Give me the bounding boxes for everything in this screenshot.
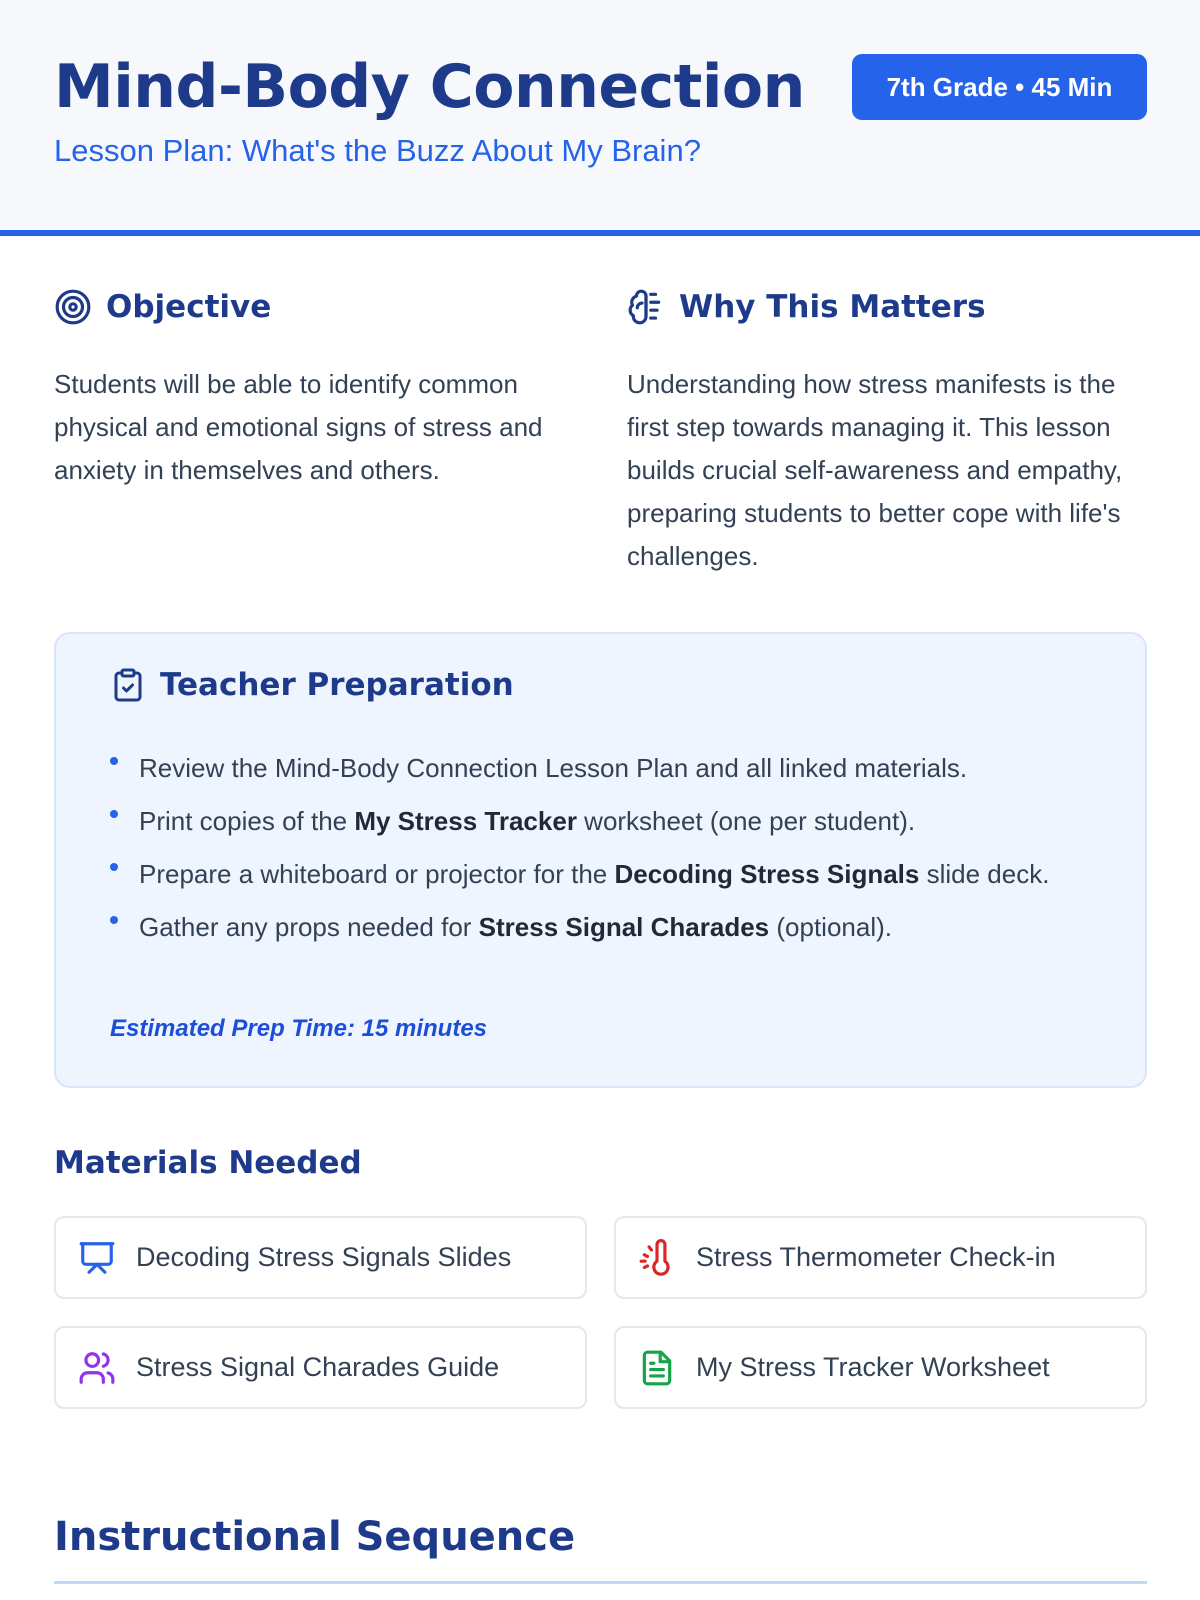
thermometer-icon <box>638 1239 676 1277</box>
page-subtitle: Lesson Plan: What's the Buzz About My Brain? <box>54 133 701 168</box>
target-icon <box>54 288 92 326</box>
section-divider <box>54 1581 1147 1584</box>
brain-icon <box>627 288 665 326</box>
material-label: My Stress Tracker Worksheet <box>696 1352 1050 1382</box>
presentation-icon <box>78 1239 116 1277</box>
prep-item: Print copies of the My Stress Tracker worksheet (one per student). <box>110 801 1090 841</box>
prep-item: Review the Mind-Body Connection Lesson Plan and all linked materials. <box>110 748 1090 788</box>
prep-list <box>110 748 1090 960</box>
why-heading-row <box>627 288 986 326</box>
material-card-charades[interactable] <box>54 1326 587 1409</box>
prep-item: Prepare a whiteboard or projector for the Decoding Stress Signals slide deck. <box>110 854 1090 894</box>
objective-text: Students will be able to identify common physical and emotional signs of stress and anxiety in themselves and others. <box>54 369 543 485</box>
why-heading: Why This Matters <box>679 289 986 325</box>
material-label: Decoding Stress Signals Slides <box>136 1242 512 1272</box>
material-label: Stress Signal Charades Guide <box>136 1352 500 1382</box>
prep-heading: Teacher Preparation <box>160 667 514 703</box>
grade-duration-badge: 7th Grade • 45 Min <box>852 54 1147 120</box>
sequence-heading: Instructional Sequence <box>54 1514 576 1560</box>
prep-time: Estimated Prep Time: 15 minutes <box>110 1015 488 1042</box>
material-card-thermometer[interactable] <box>614 1216 1147 1299</box>
material-card-slides[interactable] <box>54 1216 587 1299</box>
objective-heading: Objective <box>106 289 272 325</box>
material-label: Stress Thermometer Check-in <box>696 1242 1056 1272</box>
lesson-header <box>0 0 1200 236</box>
objective-heading-row <box>54 288 271 326</box>
why-text: Understanding how stress manifests is the first step towards managing it. This lesson builds crucial self-awareness and empathy, preparing students to better cope with life's challenges. <box>627 369 1123 571</box>
file-text-icon <box>638 1349 676 1387</box>
users-icon <box>78 1349 116 1387</box>
prep-heading-row <box>110 666 514 704</box>
prep-item: Gather any props needed for Stress Signal Charades (optional). <box>110 907 1090 947</box>
page-title: Mind-Body Connection <box>54 52 805 122</box>
material-card-worksheet[interactable] <box>614 1326 1147 1409</box>
materials-heading: Materials Needed <box>54 1145 362 1181</box>
clipboard-check-icon <box>110 666 146 704</box>
